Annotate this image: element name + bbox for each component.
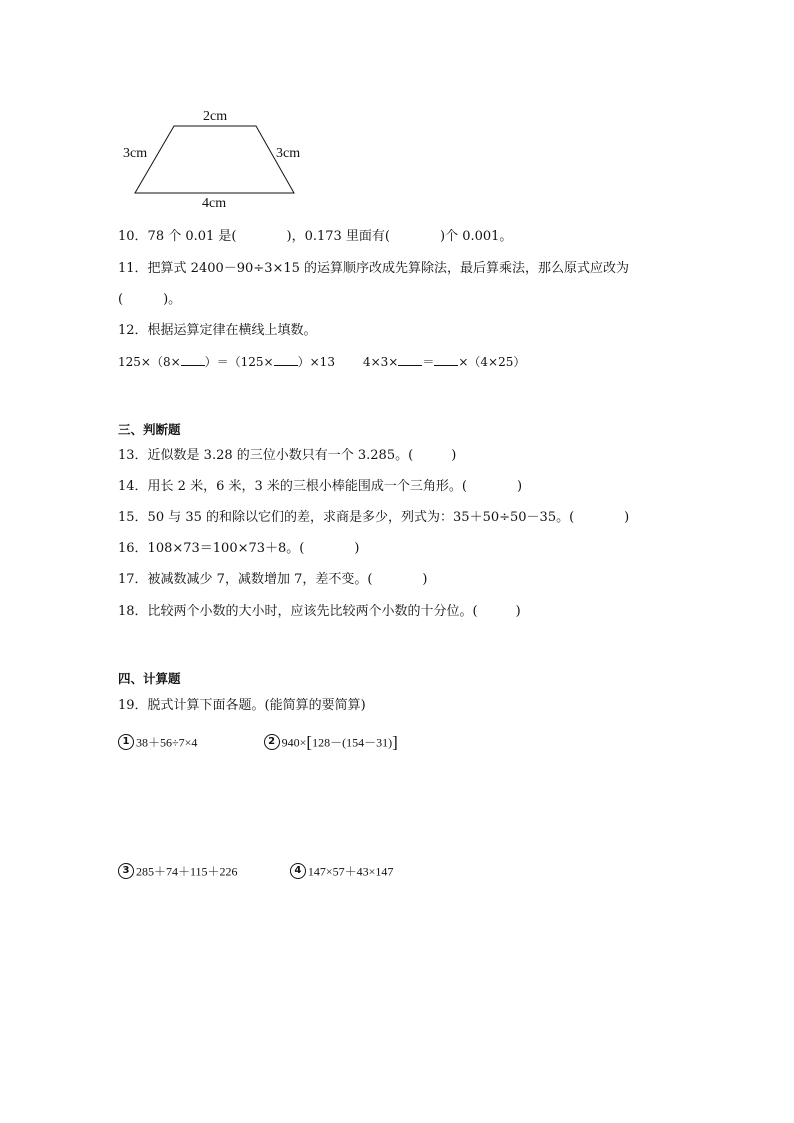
- question-18: 18．比较两个小数的大小时，应该先比较两个小数的十分位。( ): [118, 604, 521, 619]
- question-11-line2: ( )。: [118, 292, 182, 307]
- trapezoid-right-label: 3cm: [276, 146, 301, 161]
- trapezoid-bottom-label: 4cm: [202, 196, 227, 211]
- calc-row-2: [118, 862, 393, 881]
- question-15: 15．50 与 35 的和除以它们的差，求商是多少，列式为：35＋50÷50－35。( ): [118, 510, 630, 525]
- question-17: 17．被减数减少 7，减数增加 7，差不变。( ): [118, 572, 428, 587]
- question-11-line1: 11．把算式 2400－90÷3×15 的运算顺序改成先算除法，最后算乘法，那么原式应改为: [118, 261, 630, 276]
- calc-item-4: 4 147×57＋43×147: [290, 864, 394, 879]
- trapezoid-left-label: 3cm: [123, 146, 148, 161]
- calc-row-1: [118, 733, 398, 752]
- fill-line[interactable]: [434, 353, 458, 366]
- calc-item-2: 2 940×[128－(154－31)]: [264, 735, 398, 750]
- question-12-title: 12．根据运算定律在横线上填数。: [118, 323, 317, 338]
- calc-item-1: 1 38＋56÷7×4: [118, 735, 197, 750]
- trapezoid-top-label: 2cm: [203, 109, 228, 124]
- question-10: 10．78 个 0.01 是( )，0.173 里面有( )个 0.001。: [118, 229, 513, 244]
- left-bracket: [: [306, 732, 313, 751]
- trapezoid-shape: [135, 126, 294, 193]
- right-bracket: ]: [392, 732, 398, 751]
- circled-number-3: 3: [118, 863, 134, 879]
- section-3-heading: 三、判断题: [118, 422, 181, 437]
- circled-number-1: 1: [118, 734, 134, 750]
- question-14: 14．用长 2 米，6 米，3 米的三根小棒能围成一个三角形。( ): [118, 479, 523, 494]
- fill-line[interactable]: [274, 353, 298, 366]
- fill-line[interactable]: [398, 353, 422, 366]
- section-4-heading: 四、计算题: [118, 671, 181, 686]
- trapezoid-figure: [118, 100, 338, 215]
- question-12-expressions: 125×（8× ）＝（125× ）×13 4×3× ＝ ×（4×25）: [118, 355, 526, 369]
- question-16: 16．108×73＝100×73＋8。( ): [118, 541, 360, 556]
- fill-line[interactable]: [181, 353, 205, 366]
- question-13: 13．近似数是 3.28 的三位小数只有一个 3.285。( ): [118, 448, 457, 463]
- question-19-title: 19．脱式计算下面各题。(能简算的要简算): [118, 698, 366, 713]
- circled-number-2: 2: [264, 734, 280, 750]
- circled-number-4: 4: [290, 863, 306, 879]
- calc-item-3: 3 285＋74＋115＋226: [118, 864, 238, 879]
